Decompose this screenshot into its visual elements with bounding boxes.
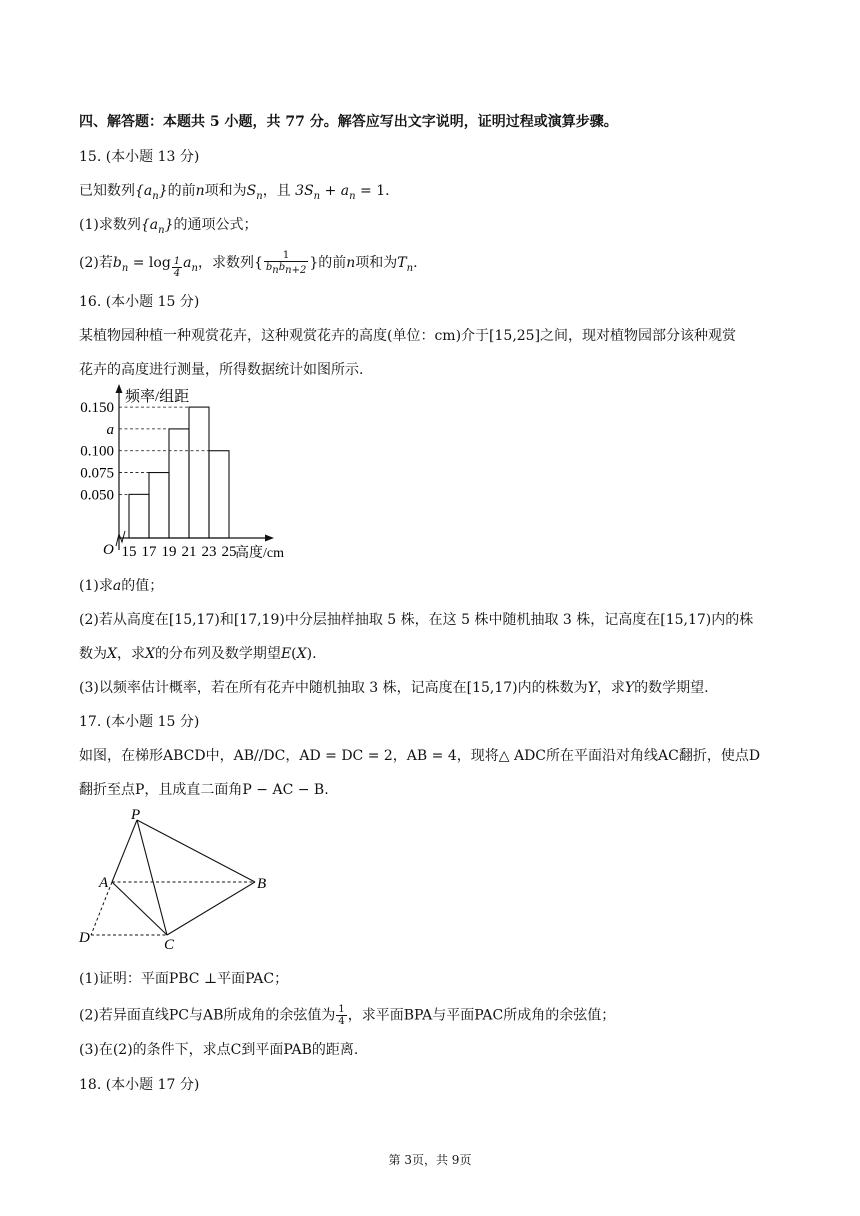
q15-part1 — [79, 215, 257, 241]
y-axis-arrow — [116, 384, 123, 393]
tetrahedron-figure — [75, 808, 275, 953]
q15-part1-end: 的通项公式； — [173, 217, 258, 233]
histogram-bar — [169, 429, 189, 538]
q16-var-y: Y — [587, 680, 597, 696]
q17-stem-line2: 翻折至点P，且成直二面角P − AC − B. — [79, 782, 329, 798]
q16-var-x2: X — [144, 646, 155, 662]
q15-part1-text: (1)求数列 — [79, 217, 141, 233]
x-tick-label: 23 — [201, 544, 217, 560]
q16-header: 16. (本小题 15 分) — [79, 294, 200, 310]
q16-part1-var: a — [112, 578, 122, 594]
q16-var-x: X — [107, 646, 117, 662]
y-tick-label: 0.075 — [80, 465, 114, 482]
x-tick-label: 17 — [141, 544, 157, 560]
x-tick-label: 21 — [181, 544, 197, 560]
histogram-chart — [70, 380, 300, 565]
q15-series-term: { $\frac{1}{b_nb_{n+2}}$ } — [253, 250, 319, 276]
q16-part3-text-b: ，求 — [596, 680, 625, 696]
q15-part2-text4: 项和为 — [355, 255, 398, 271]
edge-pb — [137, 820, 255, 882]
edge-ac — [112, 882, 167, 935]
page-footer: 第 3页，共 9页 — [388, 1153, 472, 1167]
q15-part1-seq: $\{a_n\}$ — [140, 217, 174, 236]
q16-part1-text: (1)求 — [79, 578, 113, 594]
q15-var-n: n — [195, 183, 205, 199]
q15-stem — [79, 181, 390, 207]
y-tick-label: 0.100 — [80, 443, 114, 460]
x-tick-label: 19 — [161, 544, 177, 560]
q15-part2-end: . — [413, 255, 418, 271]
q16-part2-text-b: ，求 — [116, 646, 145, 662]
chart-guides — [119, 407, 209, 494]
q15-stem-text-2: 的前 — [167, 183, 196, 199]
histogram-bar — [149, 473, 169, 538]
q16-stem-line2: 花卉的高度进行测量，所得数据统计如图所示. — [79, 362, 364, 378]
edge-pc — [137, 820, 167, 935]
q16-part3-end: 的数学期望. — [634, 680, 709, 696]
y-axis-title: 频率/组距 — [125, 389, 190, 405]
q16-part3 — [79, 678, 709, 698]
q18-header: 18. (本小题 17 分) — [79, 1077, 200, 1093]
q15-tn: $T_n$ — [397, 255, 414, 274]
q17-part3: (3)在(2)的条件下，求点C到平面PAB的距离. — [79, 1042, 359, 1058]
q16-part1 — [79, 576, 163, 596]
q15-seq-a: $\{a_n\}$ — [135, 183, 168, 202]
q15-part2-text: (2)若 — [79, 255, 113, 271]
q15-stem-text-4: ，且 — [262, 183, 291, 199]
q17-part2-text-b: ，求平面BPA与平面PAC所成角的余弦值； — [347, 1007, 616, 1024]
section-title: 四、解答题：本题共 5 小题，共 77 分。解答应写出文字说明，证明过程或演算步骤。 — [79, 114, 618, 130]
histogram-bar — [129, 494, 149, 538]
q16-stem-line1: 某植物园种植一种观赏花卉，这种观赏花卉的高度(单位：cm)介于[15,25]之间，现对植物园部分该种观赏 — [79, 328, 737, 344]
q17-part2-text-a: (2)若异面直线PC与AB所成角的余弦值为 — [79, 1007, 336, 1024]
q17-stem-line1: 如图，在梯形ABCD中，AB//DC，AD = DC = 2，AB = 4，现将△ ADC所在平面沿对角线AC翻折，使点D — [79, 748, 761, 764]
vertex-p-label: P — [131, 808, 141, 823]
q17-part1: (1)证明：平面PBC ⊥平面PAC； — [79, 971, 289, 987]
vertex-d-label: D — [79, 930, 90, 946]
q16-part2-text-a: 数为 — [79, 646, 107, 662]
q15-part2-text2: ，求数列 — [197, 255, 254, 271]
edge-bc — [167, 882, 255, 935]
q17-part2 — [79, 1004, 615, 1027]
q16-part1-end: 的值； — [121, 578, 164, 594]
q15-stem-text-1: 已知数列 — [79, 183, 135, 199]
q16-expectation: E(X) — [280, 646, 313, 662]
y-tick-label: 0.050 — [80, 487, 114, 504]
origin-label: O — [103, 542, 114, 558]
q15-stem-text-3: 项和为 — [204, 183, 247, 199]
q15-bn-def: $b_n = \log$ $\frac{1}{4}$ $a_n$ — [112, 255, 198, 279]
q15-equation: $3S_n + a_n = 1$. — [295, 183, 390, 202]
q16-part2-end: . — [312, 646, 317, 662]
vertex-b-label: B — [257, 876, 267, 892]
q17-cos-fraction: $\frac{1}{4}$ — [338, 1004, 345, 1027]
x-tick-label: 15 — [121, 544, 137, 560]
q16-part2-text-c: 的分布列及数学期望 — [154, 646, 281, 662]
edge-pa — [112, 820, 137, 882]
q17-header: 17. (本小题 15 分) — [79, 714, 200, 730]
chart-ticks — [80, 400, 236, 560]
x-axis-arrow — [265, 535, 274, 542]
vertex-c-label: C — [164, 937, 175, 953]
x-axis-title: 高度/cm — [235, 546, 284, 561]
vertex-a-label: A — [99, 875, 109, 891]
q16-part2-line1: (2)若从高度在[15,17)和[17,19)中分层抽样抽取 5 株，在这 5 株中随机抽取 3 株，记高度在[15,17)内的株 — [79, 612, 754, 628]
q15-part2-n: n — [346, 255, 356, 271]
histogram-bar — [189, 407, 209, 538]
q16-var-y2: Y — [624, 680, 635, 696]
y-tick-label: a — [106, 421, 114, 438]
q15-part2 — [79, 250, 418, 279]
x-tick-label: 25 — [221, 544, 237, 560]
q16-part2-line2 — [79, 644, 317, 664]
histogram-bar — [209, 451, 229, 538]
q16-part3-text-a: (3)以频率估计概率，若在所有花卉中随机抽取 3 株，记高度在[15,17)内的株数为 — [79, 680, 588, 696]
q15-var-sn: $S_n$ — [246, 183, 263, 202]
y-tick-label: 0.150 — [80, 400, 114, 417]
q15-part2-text3: 的前 — [318, 255, 347, 271]
q15-header: 15. (本小题 13 分) — [79, 149, 200, 165]
